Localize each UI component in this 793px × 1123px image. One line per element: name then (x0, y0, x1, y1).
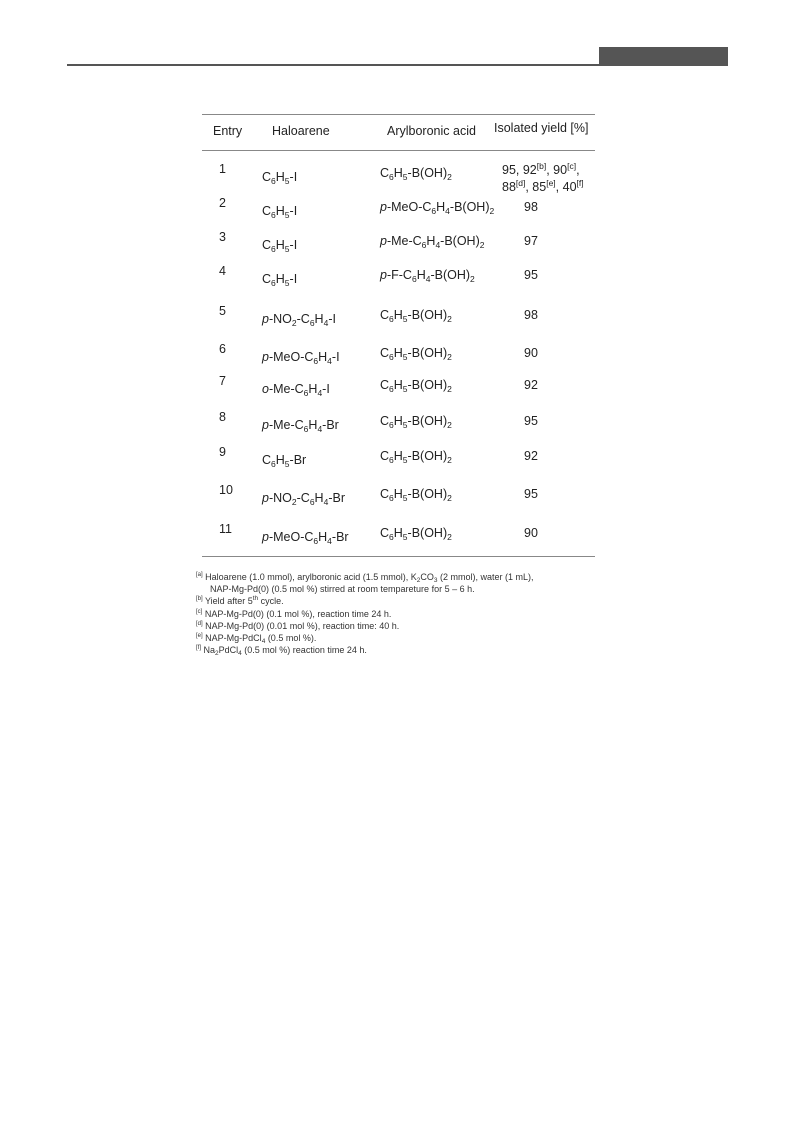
footnote: [b] Yield after 5th cycle. (196, 595, 284, 607)
header-arylboronic-acid: Arylboronic acid (387, 124, 476, 138)
footnote-mark: [b] (196, 596, 203, 603)
yield-cell: 95 (524, 414, 538, 428)
haloarene-cell: $C_6H_5-I$ (262, 238, 298, 254)
table-header-rule (202, 150, 595, 151)
header-entry: Entry (213, 124, 243, 138)
yield-cell: 98 (524, 200, 538, 214)
header-haloarene: Haloarene (272, 124, 330, 138)
arylboronic-acid-cell: $C_6H_5-B(OH)_2$ (380, 308, 452, 324)
footnote-mark: [c] (196, 608, 203, 615)
haloarene-cell: $p-MeO-C_6H_4-I$ (262, 350, 340, 366)
results-table (202, 114, 595, 557)
entry-cell: 7 (219, 374, 226, 388)
arylboronic-acid-cell: $C_6H_5-B(OH)_2$ (380, 166, 452, 182)
footnote-mark: [d] (196, 620, 203, 627)
yield-cell: 98 (524, 308, 538, 322)
arylboronic-acid-cell: $C_6H_5-B(OH)_2$ (380, 346, 452, 362)
entry-cell: 2 (219, 196, 226, 210)
entry-cell: 9 (219, 445, 226, 459)
yield-cell: 95, 92[b], 90[c], 88[d], 85[e], 40[f] (502, 161, 584, 194)
entry-cell: 3 (219, 230, 226, 244)
haloarene-cell: $C_6H_5-Br$ (262, 453, 307, 469)
arylboronic-acid-cell: $C_6H_5-B(OH)_2$ (380, 449, 452, 465)
table-top-rule (202, 114, 595, 115)
footnote: [f] $Na_2PdCl_4$ (0.5 mol %) reaction time 24 h. (196, 645, 367, 658)
footnote: [e] NAP-Mg-PdCl$_4$ (0.5 mol %). (196, 633, 317, 646)
arylboronic-acid-cell: $p-MeO-C_6H_4-B(OH)_2$ (380, 200, 495, 216)
entry-cell: 8 (219, 410, 226, 424)
entry-cell: 11 (219, 522, 232, 536)
header-block (599, 47, 728, 66)
entry-cell: 6 (219, 342, 226, 356)
haloarene-cell: $o-Me-C_6H_4-I$ (262, 382, 330, 398)
footnote-mark: [f] (196, 645, 202, 652)
arylboronic-acid-cell: $C_6H_5-B(OH)_2$ (380, 414, 452, 430)
haloarene-cell: $C_6H_5-I$ (262, 204, 298, 220)
yield-cell: 97 (524, 234, 538, 248)
footnote: [a] Haloarene (1.0 mmol), arylboronic acid (1.5 mmol), $K_2CO_3$ (2 mmol), water (1 mL), NAP-Mg-Pd(0) (0.5 mol %) stirred at room tempareture for 5 – 6 h. (196, 572, 534, 595)
entry-cell: 5 (219, 304, 226, 318)
arylboronic-acid-cell: $C_6H_5-B(OH)_2$ (380, 526, 452, 542)
entry-cell: 4 (219, 264, 226, 278)
entry-cell: 10 (219, 483, 233, 497)
footnote-mark: [e] (196, 633, 203, 640)
haloarene-cell: $p-Me-C_6H_4-Br$ (262, 418, 339, 434)
yield-cell: 95 (524, 487, 538, 501)
footnote-mark: [a] (196, 572, 203, 578)
table-footnotes (196, 571, 616, 656)
haloarene-cell: $p-MeO-C_6H_4-Br$ (262, 530, 349, 546)
yield-cell: 92 (524, 449, 538, 463)
table-bottom-rule (202, 556, 595, 557)
haloarene-cell: $p-NO_2-C_6H_4-Br$ (262, 491, 345, 507)
arylboronic-acid-cell: $p-Me-C_6H_4-B(OH)_2$ (380, 234, 485, 250)
header-yield: Isolated yield [%] (494, 121, 589, 135)
arylboronic-acid-cell: $C_6H_5-B(OH)_2$ (380, 378, 452, 394)
yield-cell: 95 (524, 268, 538, 282)
haloarene-cell: $p-NO_2-C_6H_4-I$ (262, 312, 336, 328)
footnote: [d] NAP-Mg-Pd(0) (0.01 mol %), reaction time: 40 h. (196, 620, 400, 631)
yield-cell: 92 (524, 378, 538, 392)
arylboronic-acid-cell: $C_6H_5-B(OH)_2$ (380, 487, 452, 503)
arylboronic-acid-cell: $p-F-C_6H_4-B(OH)_2$ (380, 268, 475, 284)
yield-cell: 90 (524, 526, 538, 540)
haloarene-cell: $C_6H_5-I$ (262, 170, 298, 186)
haloarene-cell: $C_6H_5-I$ (262, 272, 298, 288)
footnote: [c] NAP-Mg-Pd(0) (0.1 mol %), reaction time 24 h. (196, 608, 392, 619)
entry-cell: 1 (219, 162, 226, 176)
yield-cell: 90 (524, 346, 538, 360)
